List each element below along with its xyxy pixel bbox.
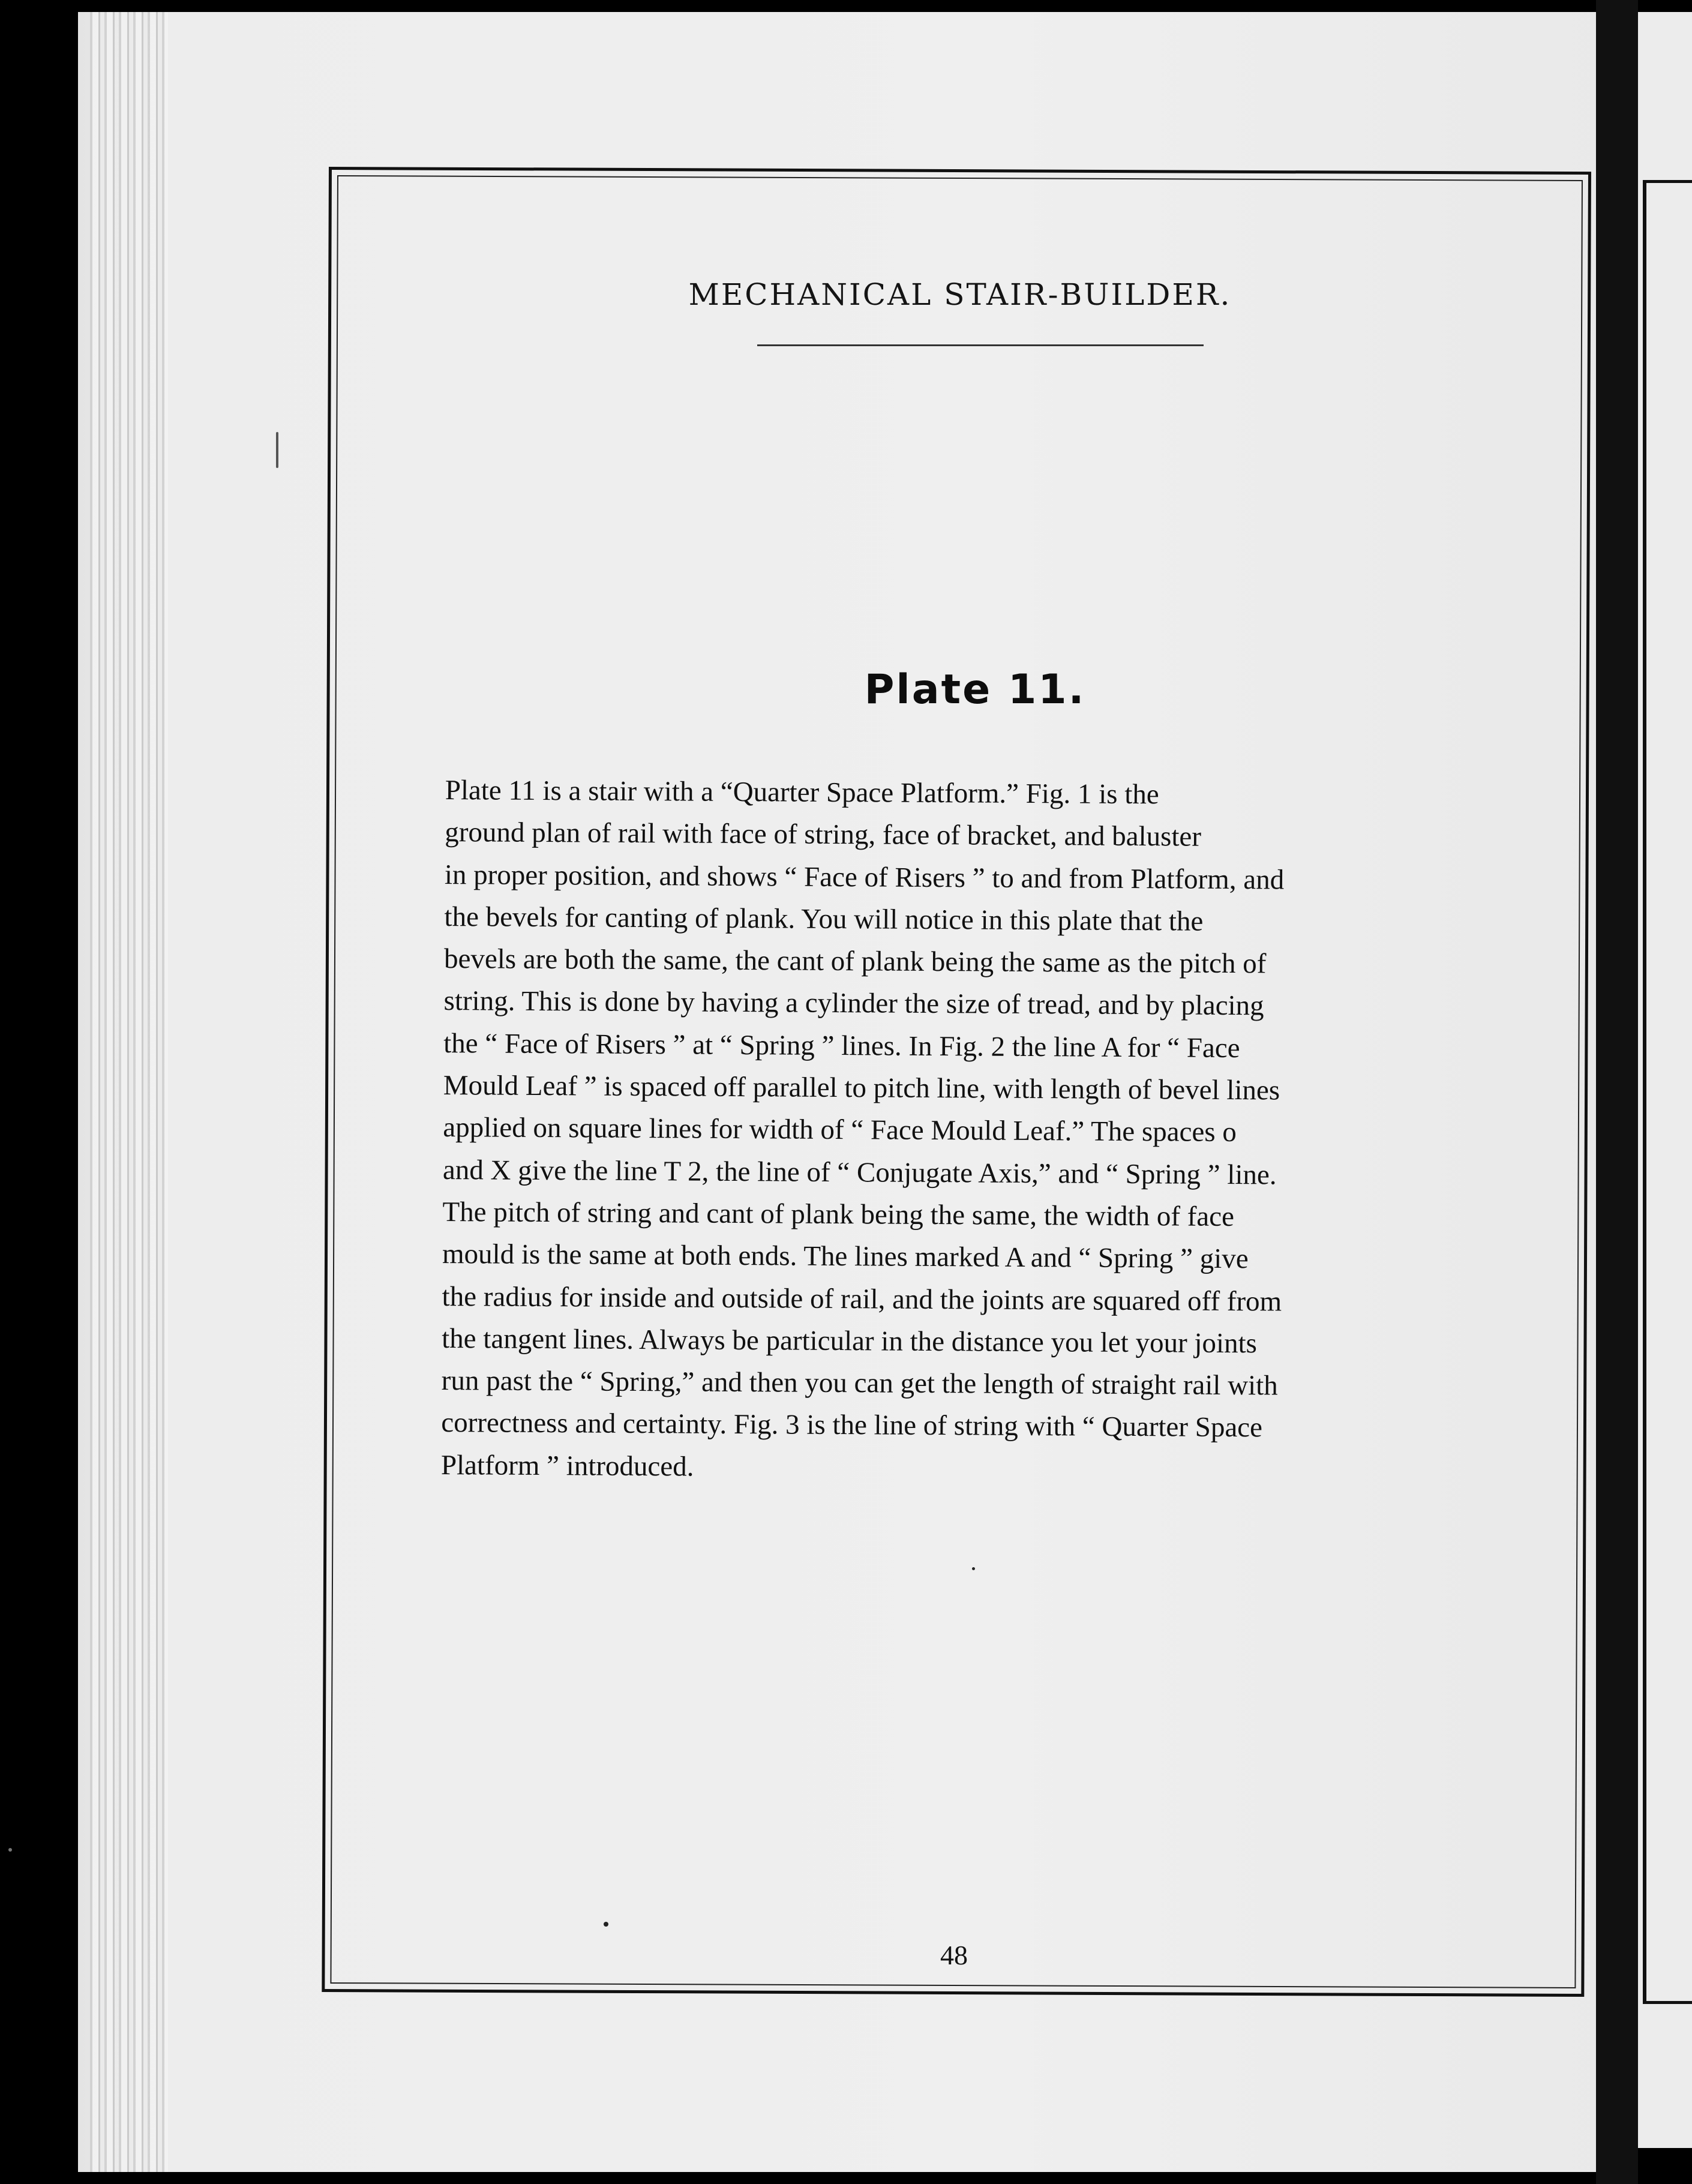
stacked-page-edges [90, 12, 168, 2172]
plate-title-word: Plate [864, 666, 992, 713]
scan-speck [8, 1848, 12, 1852]
scan-speck [972, 1567, 975, 1570]
header-rule [757, 344, 1204, 346]
binding-shadow [1596, 0, 1638, 2184]
body-paragraph: Plate 11 is a stair with a “Quarter Space Platform.” Fig. 1 is the ground plan of rail with face of string, face of bracket, and baluster in proper position, and shows “ Face of Risers ” to and from Platform, and the bevels for canting of plank. You will notice in this plate that the bevels are both the same, the cant of plank being the same as the pitch of string. This is done by having a cylinder the size of tread, and by placing the “ Face of Risers ” at “ Spring ” lines. In Fig. 2 the line A for “ Face Mould Leaf ” is spaced off parallel to pitch line, with length of bevel lines applied on square lines for width of “ Face Mould Leaf.” The spaces o and X give the line T 2, the line of “ Conjugate Axis,” and “ Spring ” line. The pitch of string and cant of plank being the same, the width of face mould is the same at both ends. The lines marked A and “ Spring ” give the radius for inside and outside of rail, and the joints are squared off from the tangent lines. Always be particular in the distance you let your joints run past the “ Spring,” and then you can get the length of straight rail with correctness and certainty. Fig. 3 is the line of string with “ Quarter Space Platform ” introduced. [440, 774, 1285, 1483]
plate-title [600, 666, 1350, 713]
scan-speck [604, 1922, 608, 1927]
page-number: 48 [940, 1940, 968, 1970]
plate-title-number: 11. [1007, 666, 1086, 713]
scan-speck [276, 432, 278, 468]
facing-page-frame [1643, 180, 1692, 2004]
running-header: MECHANICAL STAIR-BUILDER. [688, 277, 1232, 312]
